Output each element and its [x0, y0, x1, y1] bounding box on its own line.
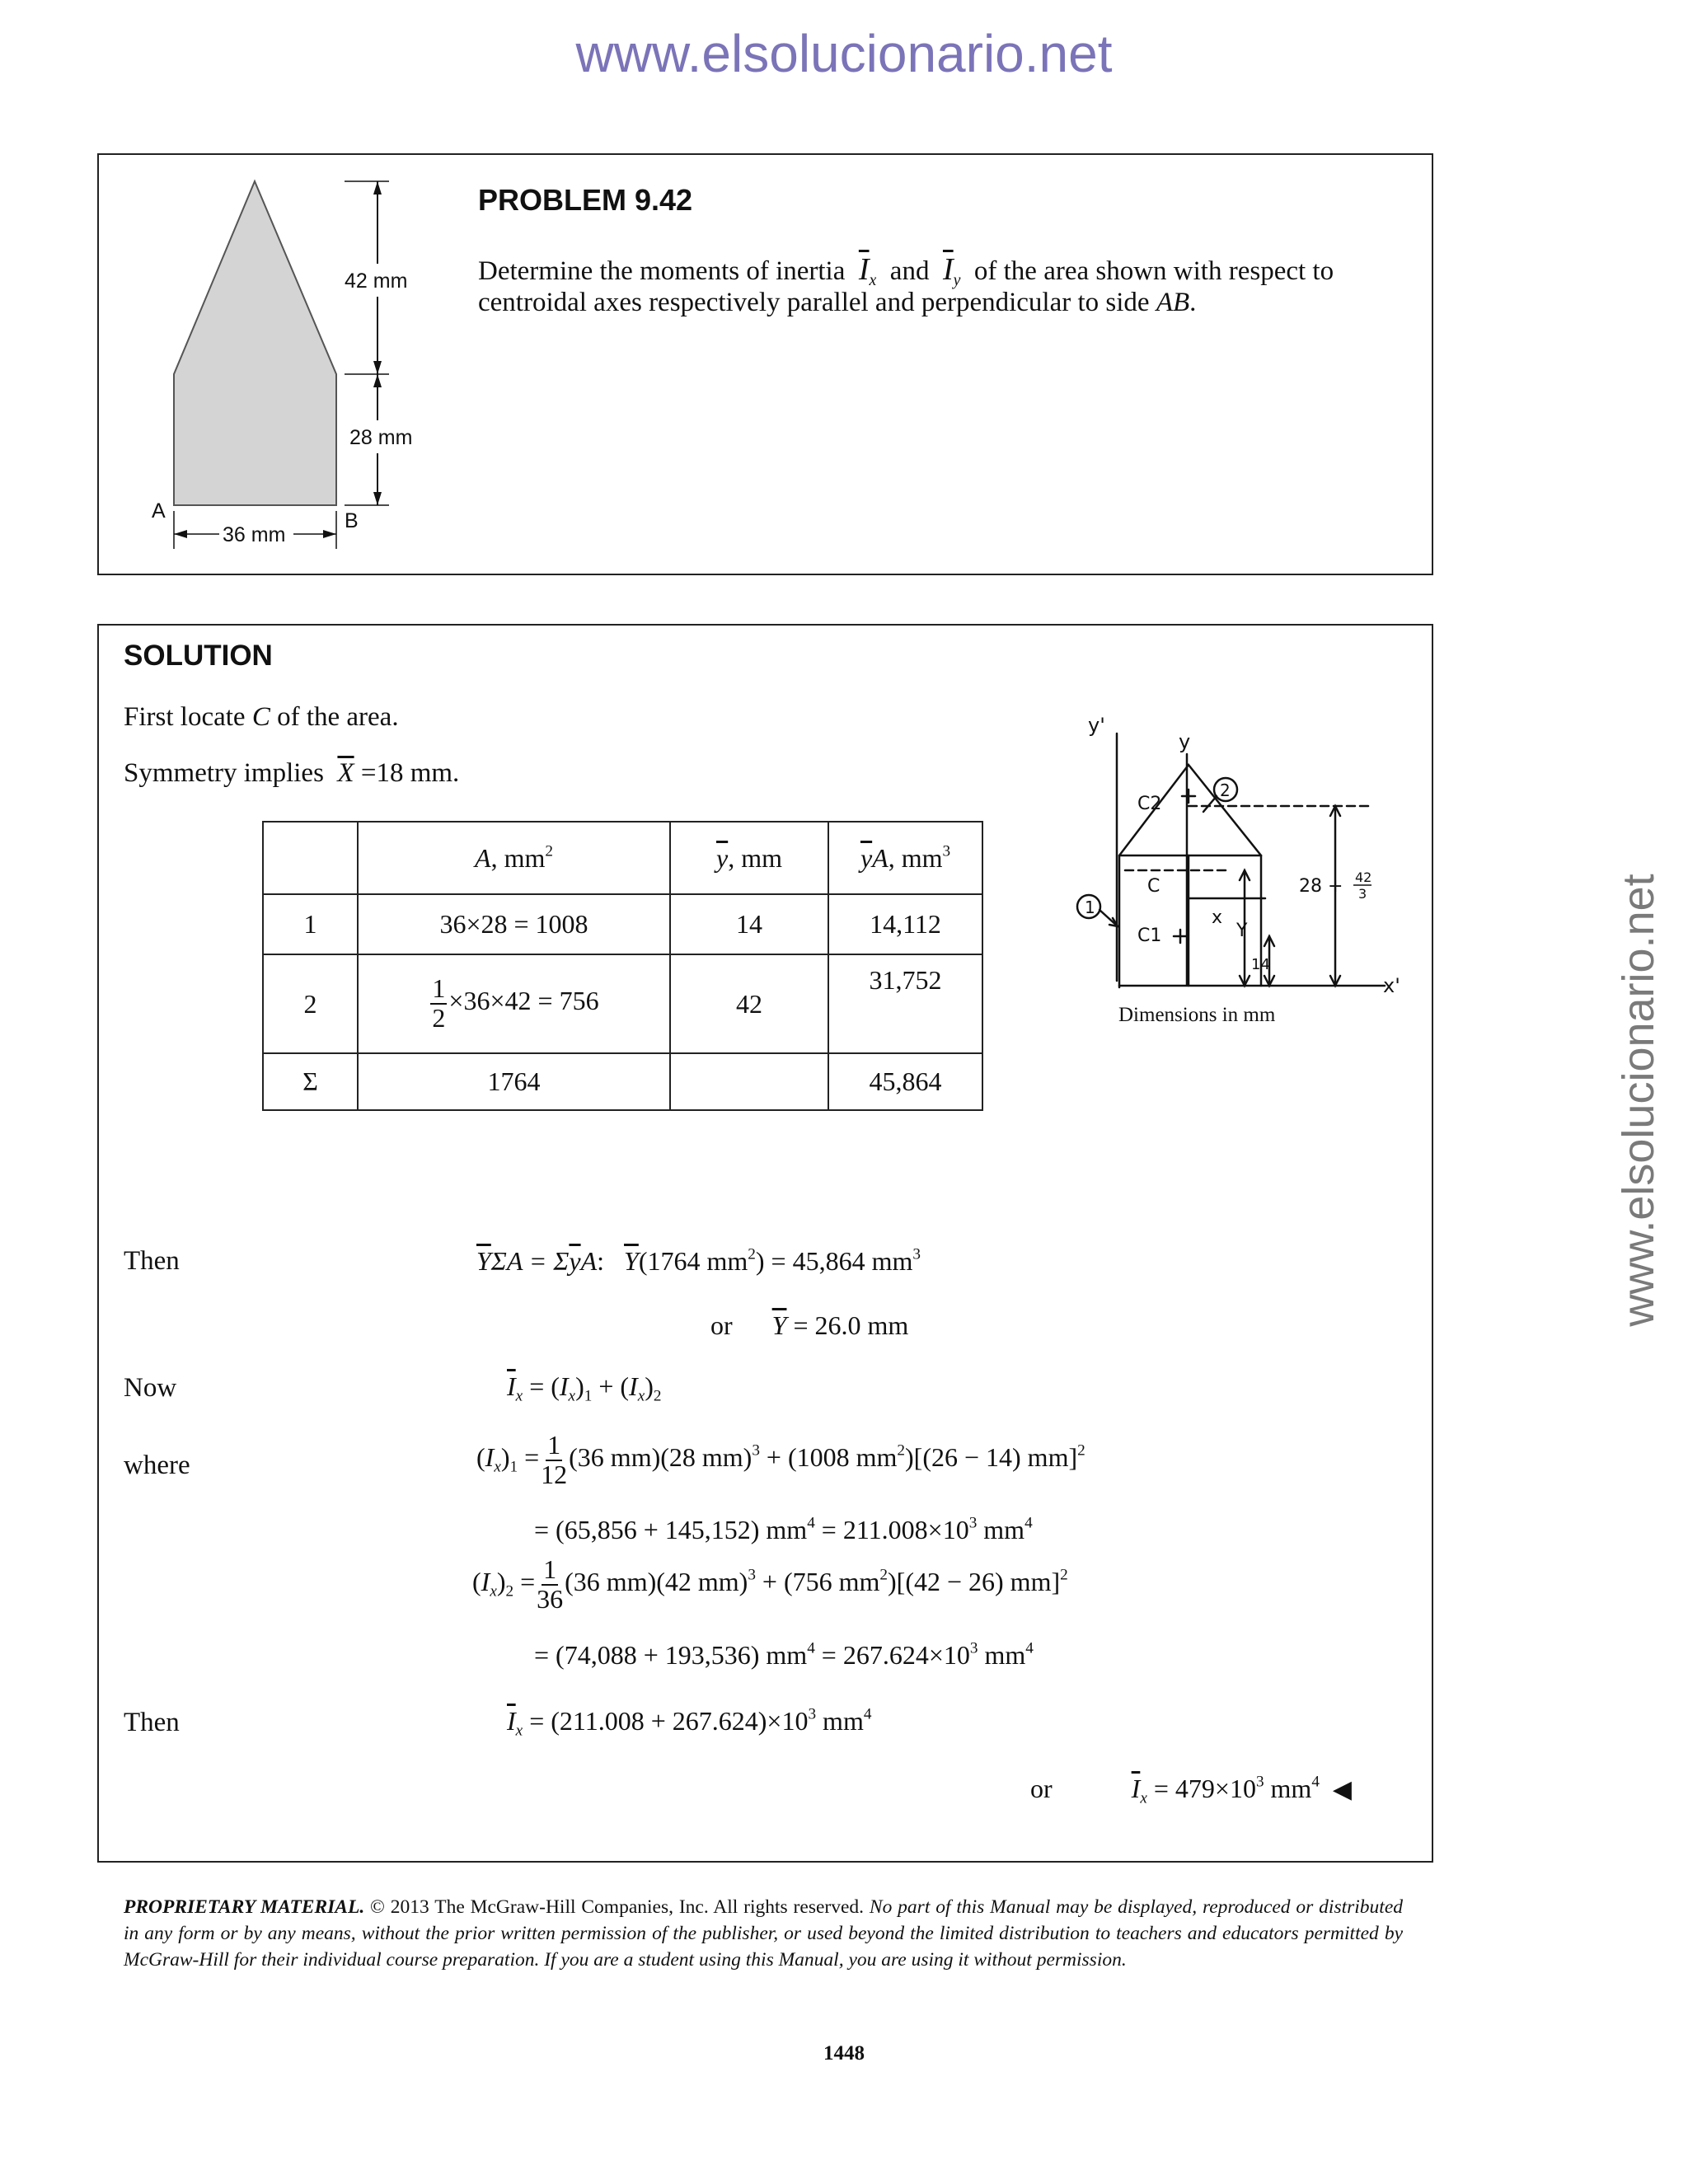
dim-36-label: 36 mm [223, 523, 286, 546]
table-row: 1 36×28 = 1008 14 14,112 [263, 894, 982, 954]
solution-sketch [1071, 709, 1418, 1038]
col-header-y: $\overline{y}$, mm [670, 822, 828, 894]
centroid-table [262, 821, 983, 1111]
sketch-dim-top-label: 28 + [1299, 876, 1343, 897]
equation-ix2-result: = (74,088 + 193,536) $mm^4 = 267.624\times 10^3$ $mm^4$ [534, 1639, 1034, 1670]
sketch-xprime-label: x' [1383, 974, 1400, 997]
sketch-part1-label: 1 [1085, 898, 1095, 917]
sketch-c2-label: C2 [1137, 794, 1162, 814]
equation-ybar-sum: $\overline{Y}\Sigma A = \Sigma\overline{y}A$: $\overline{Y}(1764$ $mm^2) = 45,864$ $mm^3$ [476, 1245, 921, 1276]
proprietary-notice: PROPRIETARY MATERIAL. © 2013 The McGraw-Hill Companies, Inc. All rights reserved. No part of this Manual may be displayed, reproduced or distributed in any form or by any means, without the prior written permission of the publisher, or used beyond the limited distribution to teachers and educators permitted by McGraw-Hill for their individual course preparation. If you are a student using this Manual, you are using it without permission. [124, 1896, 1404, 1971]
shape-area [174, 181, 336, 505]
dim-42-label: 42 mm [345, 269, 408, 293]
sketch-14-label: 14 [1251, 956, 1270, 973]
equation-ix-total: $\overline{I}_x = (211.008 + 267.624)\times 10^3$ $mm^4$ [507, 1705, 872, 1740]
equation-ix1-result: = (65,856 + 145,152) $mm^4 = 211.008\times 10^3$ $mm^4$ [534, 1514, 1033, 1544]
then-label-1: Then [124, 1246, 180, 1276]
sketch-y-label: y [1179, 730, 1191, 753]
sketch-part2-label: 2 [1220, 780, 1231, 800]
solution-title: SOLUTION [124, 640, 273, 672]
sketch-ybar-label: Y [1236, 921, 1248, 941]
table-sum-row: Σ 1764 45,864 [263, 1053, 982, 1110]
table-row: 2 $\frac{1}{2}$ ×36×42 = 756 42 31,752 [263, 954, 982, 1053]
symmetry-text: Symmetry implies $\overline{X} =18$ mm. [124, 758, 460, 788]
where-label: where [124, 1451, 190, 1480]
locate-text: First locate C of the area. [124, 702, 399, 732]
equation-ix-sum: $\overline{I}_x = (I_x)_1 + (I_x)_2$ [507, 1371, 662, 1405]
sketch-dim-frac-den: 3 [1358, 886, 1367, 902]
equation-ix1: $(I_x)_1$ = $\frac{1}{12}$ (36 mm)(28 mm)$^3$ + (1008 $mm^2)[(26 - 14)$ mm]$^2$ [476, 1430, 1085, 1489]
watermark-top: www.elsolucionario.net [575, 24, 1113, 83]
equation-ybar-value: or $\overline{Y} = 26.0$ mm [710, 1310, 909, 1340]
problem-title: PROBLEM 9.42 [478, 183, 693, 217]
sketch-dim-frac-num: 42 [1355, 869, 1372, 885]
then-label-2: Then [124, 1708, 180, 1737]
equation-ix-final: or $\overline{I}_x = 479\times 10^3$ $mm^4$ ◀ [1030, 1773, 1352, 1807]
sketch-x-label: x [1212, 907, 1223, 928]
sketch-c1-label: C1 [1137, 926, 1162, 946]
now-label: Now [124, 1373, 177, 1403]
watermark-side: www.elsolucionario.net [1614, 874, 1663, 1327]
answer-marker-icon: ◀ [1332, 1775, 1352, 1804]
col-header-ya: $\overline{y}A$, $mm^3$ [828, 822, 982, 894]
problem-statement-line2: centroidal axes respectively parallel and perpendicular to side AB. [478, 288, 1197, 317]
sketch-yprime-label: y' [1088, 714, 1105, 737]
page-number: 1448 [823, 2042, 865, 2064]
sketch-c-label: C [1147, 876, 1160, 897]
sketch-caption: Dimensions in mm [1118, 1004, 1276, 1026]
problem-statement-line1: Determine the moments of inertia $\overline{I}_x$ and $\overline{I}_y$ of the area shown with respect to [478, 252, 1334, 289]
col-header-area: A, $mm^2$ [358, 822, 670, 894]
point-b-label: B [345, 509, 359, 532]
dim-28-label: 28 mm [349, 426, 413, 449]
point-a-label: A [152, 499, 166, 523]
problem-figure [132, 165, 478, 560]
equation-ix2: $(I_x)_2$ = $\frac{1}{36}$ (36 mm)(42 mm)$^3$ + (756 $mm^2)[(42 - 26)$ mm]$^2$ [472, 1554, 1068, 1614]
